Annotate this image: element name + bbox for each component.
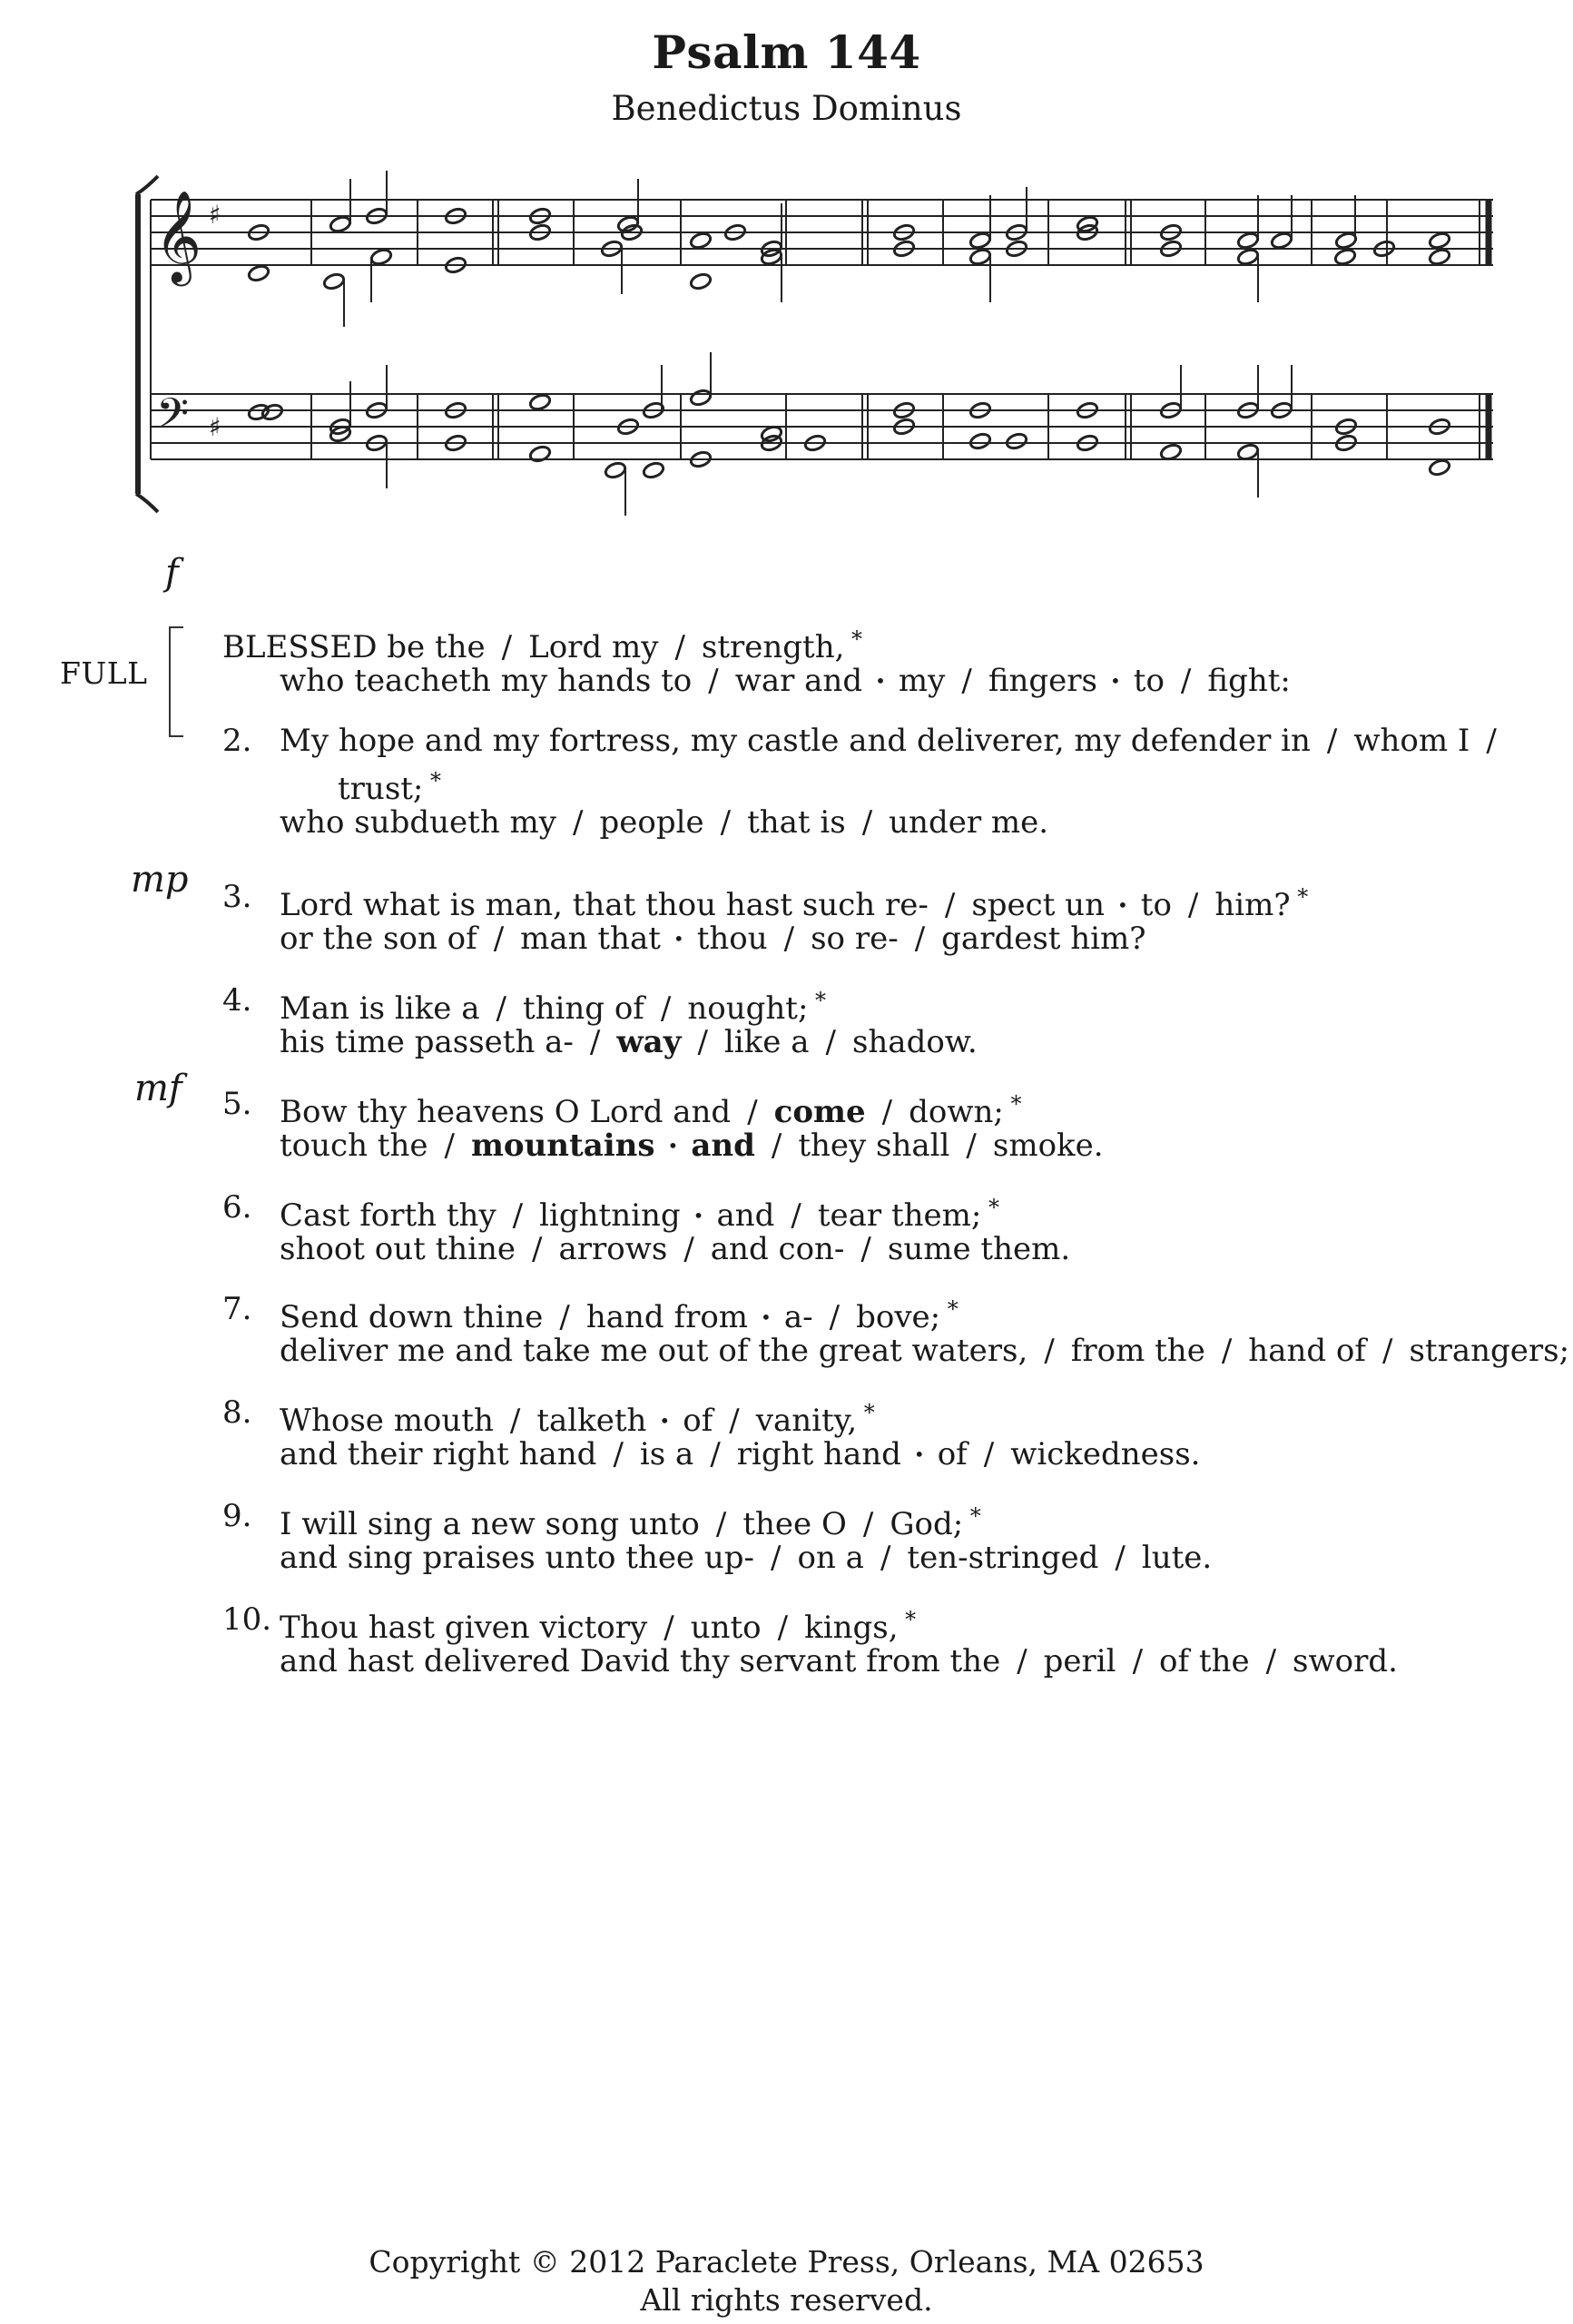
mediation-asterisk: *: [981, 1195, 999, 1220]
full-bracket: [169, 626, 183, 737]
pointing-slash: /: [1132, 1643, 1144, 1679]
mediation-asterisk: *: [1003, 1091, 1022, 1117]
verse-segment: My hope and my fortress, my castle and deliverer, my defender in: [280, 723, 1311, 759]
music-score: [118, 163, 1516, 545]
verse-segment: Whose mouth: [280, 1403, 494, 1439]
verse-number: 4.: [222, 982, 252, 1019]
verse-segment: BLESSED be the: [222, 629, 486, 665]
pointing-dot: •: [913, 1443, 925, 1465]
verse-segment: Bow thy heavens O Lord and: [280, 1094, 732, 1130]
verse-segment: who teacheth my hands to: [280, 663, 693, 699]
verse-segment: and sing praises unto thee up-: [280, 1540, 755, 1576]
verse-segment: arrows: [558, 1231, 668, 1267]
mediation-asterisk: *: [963, 1503, 981, 1529]
verse-segment: lute.: [1141, 1540, 1213, 1576]
notehead: [689, 231, 712, 251]
pointing-slash: /: [1326, 723, 1338, 759]
pointing-slash: /: [683, 1231, 694, 1267]
verse-segment: hand of: [1248, 1333, 1366, 1369]
bass-clef: 𝄢: [156, 389, 190, 448]
verse-second-half: [280, 1229, 1070, 1269]
verse-segment: come: [773, 1094, 866, 1130]
verse-segment: peril: [1043, 1643, 1116, 1679]
notehead: [1428, 248, 1450, 267]
mediation-asterisk: *: [808, 988, 827, 1013]
treble-key-sharp: ♯: [209, 200, 221, 230]
pointing-dot: •: [1116, 894, 1128, 916]
mediation-asterisk: *: [1290, 884, 1309, 910]
pointing-slash: /: [664, 1610, 674, 1646]
verse-segment: talketh: [536, 1403, 647, 1439]
pointing-slash: /: [589, 1024, 601, 1060]
notehead: [528, 445, 551, 464]
pointing-slash: /: [771, 1540, 782, 1576]
notehead: [322, 272, 345, 291]
verse-segment: him?: [1214, 887, 1291, 923]
verse-segment: who subdueth my: [280, 804, 556, 841]
pointing-slash: /: [1187, 887, 1199, 923]
pointing-slash: /: [559, 1299, 570, 1335]
verse-second-half: [280, 1434, 1200, 1474]
verse-segment: Lord what is man, that thou hast such re-: [280, 887, 929, 923]
verse-segment: his time passeth a-: [280, 1024, 574, 1060]
full-label: FULL: [60, 655, 148, 691]
verse-segment: right hand: [736, 1436, 901, 1472]
pointing-slash: /: [881, 1094, 893, 1130]
pointing-slash: /: [674, 629, 685, 665]
pointing-slash: /: [660, 990, 672, 1027]
pointing-slash: /: [697, 1024, 708, 1060]
verse-second-half: [280, 1538, 1212, 1578]
notehead: [968, 432, 991, 451]
verse-segment: vanity,: [755, 1403, 858, 1439]
verse-segment: people: [599, 804, 704, 841]
pointing-slash: /: [771, 1128, 782, 1164]
verse-second-half: [280, 803, 1048, 842]
verse-segment: to: [1140, 887, 1172, 923]
pointing-slash: /: [777, 1610, 789, 1646]
verse-number: 5.: [222, 1086, 252, 1122]
pointing-slash: /: [509, 1403, 521, 1439]
verse-segment: way: [616, 1024, 682, 1060]
pointing-slash: /: [944, 887, 956, 923]
verse-number: 3.: [222, 879, 252, 915]
verse-segment: on a: [797, 1540, 864, 1576]
verse-segment: that is: [747, 804, 846, 841]
pointing-slash: /: [791, 1197, 801, 1234]
notehead: [968, 231, 991, 251]
verse-segment: is a: [639, 1436, 694, 1472]
verse-second-half: [280, 1126, 1104, 1166]
verse-segment: to: [1133, 663, 1165, 699]
verse-number: 8.: [222, 1394, 252, 1431]
pointing-dot: •: [693, 1205, 704, 1226]
notehead: [1236, 231, 1259, 251]
pointing-slash: /: [914, 921, 926, 957]
verse-segment: mountains: [470, 1128, 655, 1164]
pointing-dot: •: [761, 1306, 772, 1328]
pointing-dot: •: [875, 670, 886, 692]
verse-segment: a-: [783, 1299, 813, 1335]
pointing-slash: /: [1017, 1643, 1027, 1679]
pointing-slash: /: [825, 1024, 836, 1060]
notehead: [369, 248, 392, 267]
pointing-slash: /: [720, 804, 732, 841]
notehead: [1333, 248, 1356, 267]
pointing-slash: /: [1221, 1333, 1233, 1369]
notehead: [528, 393, 551, 412]
verse-segment: Cast forth thy: [280, 1197, 496, 1234]
notehead: [689, 272, 712, 291]
mediation-asterisk: *: [940, 1296, 959, 1322]
pointing-slash: /: [880, 1540, 891, 1576]
verse-segment: ten-stringed: [907, 1540, 1099, 1576]
verse-second-half: [280, 661, 1291, 701]
verse-segment: so re-: [811, 921, 899, 957]
verse-segment: Lord my: [528, 629, 659, 665]
notehead: [1005, 432, 1027, 451]
page-title: Psalm 144: [652, 25, 921, 79]
verse-number: 9.: [222, 1498, 252, 1534]
verse-segment: of the: [1159, 1643, 1250, 1679]
verse-segment: strength,: [701, 629, 845, 665]
verse-second-half: [280, 1331, 1569, 1371]
pointing-slash: /: [1044, 1333, 1055, 1369]
verse-segment: I will sing a new song unto: [280, 1506, 700, 1542]
verse-segment: like a: [723, 1024, 810, 1060]
verse-segment: fingers: [988, 663, 1097, 699]
pointing-slash: /: [613, 1436, 624, 1472]
pointing-slash: /: [501, 629, 513, 665]
verse-segment: touch the: [280, 1128, 428, 1164]
mediation-asterisk: *: [423, 768, 442, 793]
treble-clef: 𝄞: [154, 189, 202, 282]
pointing-slash: /: [708, 663, 719, 699]
copyright-line: Copyright © 2012 Paraclete Press, Orleans, MA 02653: [369, 2244, 1204, 2280]
notehead: [1334, 231, 1357, 251]
verse-segment: Send down thine: [280, 1299, 544, 1335]
verse-segment: my: [898, 663, 946, 699]
verse-segment: tear them;: [817, 1197, 982, 1234]
notehead: [616, 215, 639, 234]
verse-segment: thou: [696, 921, 768, 957]
mediation-asterisk: *: [857, 1400, 875, 1425]
verse-segment: and con-: [710, 1231, 845, 1267]
rights-line: All rights reserved.: [640, 2282, 933, 2318]
verse-segment: smoke.: [992, 1128, 1104, 1164]
verse-segment: God;: [890, 1506, 964, 1542]
verse-segment: Thou hast given victory: [280, 1610, 648, 1646]
verse-segment: Man is like a: [280, 990, 480, 1027]
pointing-slash: /: [512, 1197, 524, 1234]
notehead: [1270, 231, 1293, 251]
pointing-slash: /: [532, 1231, 543, 1267]
verse-segment: whom I: [1353, 723, 1470, 759]
dynamic-mezzo-forte: mf: [134, 1068, 182, 1109]
pointing-slash: /: [444, 1128, 455, 1164]
verse-segment: and: [691, 1128, 755, 1164]
pointing-slash: /: [573, 804, 584, 841]
verse-segment: hand from: [585, 1299, 749, 1335]
note-stems: [344, 171, 1355, 516]
pointing-dot: •: [659, 1410, 671, 1432]
pointing-slash: /: [1265, 1643, 1277, 1679]
verse-segment: shadow.: [851, 1024, 978, 1060]
verse-segment: wickedness.: [1010, 1436, 1201, 1472]
notehead: [968, 248, 991, 267]
pointing-slash: /: [862, 1506, 874, 1542]
verse-segment: and: [716, 1197, 775, 1234]
pointing-slash: /: [710, 1436, 721, 1472]
notehead: [1428, 458, 1450, 478]
verse-segment: they shall: [798, 1128, 950, 1164]
verse-segment: man that: [520, 921, 661, 957]
pointing-slash: /: [1382, 1333, 1393, 1369]
verse-number: 2.: [222, 723, 252, 759]
pointing-slash: /: [783, 921, 795, 957]
verse-segment: kings,: [804, 1610, 899, 1646]
notehead: [1428, 231, 1450, 251]
verse-segment: deliver me and take me out of the great waters,: [280, 1333, 1028, 1369]
pointing-slash: /: [1180, 663, 1192, 699]
verse-segment: unto: [690, 1610, 762, 1646]
notehead: [329, 215, 351, 234]
pointing-slash: /: [496, 990, 506, 1027]
verse-segment: lightning: [539, 1197, 681, 1234]
notehead: [760, 248, 782, 267]
verse-segment: and hast delivered David thy servant from the: [280, 1643, 1001, 1679]
pointing-slash: /: [715, 1506, 727, 1542]
verse-segment: thing of: [522, 990, 644, 1027]
pointing-slash: /: [966, 1128, 977, 1164]
dynamic-mezzo-piano: mp: [131, 859, 189, 901]
verse-segment: down;: [909, 1094, 1004, 1130]
pointing-slash: /: [493, 921, 505, 957]
mediation-asterisk: *: [898, 1607, 917, 1632]
system-bracket-bottom: [136, 494, 158, 512]
bass-key-sharp: ♯: [209, 412, 221, 442]
verse-segment: and their right hand: [280, 1436, 597, 1472]
notehead: [604, 461, 626, 480]
verse-number: 7.: [222, 1291, 252, 1327]
notehead: [689, 389, 712, 408]
noteheads: [247, 207, 1450, 480]
verse-segment: spect un: [971, 887, 1105, 923]
verse-second-half: [280, 1641, 1398, 1681]
verse-second-half: [280, 919, 1146, 959]
page-subtitle: Benedictus Dominus: [611, 89, 962, 128]
notehead: [1236, 248, 1259, 267]
verse-segment: or the son of: [280, 921, 477, 957]
verse-segment: gardest him?: [941, 921, 1146, 957]
verse-segment: trust;: [338, 771, 424, 807]
pointing-dot: •: [1109, 670, 1121, 692]
pointing-dot: •: [667, 1135, 679, 1157]
verse-segment: sword.: [1293, 1643, 1398, 1679]
verse-second-half: [280, 1022, 978, 1062]
pointing-dot: •: [673, 928, 684, 950]
dynamic-forte: f: [165, 552, 179, 594]
verse-segment: fight:: [1207, 663, 1291, 699]
pointing-slash: /: [861, 804, 873, 841]
verse-segment: of: [683, 1403, 713, 1439]
verse-segment: thee O: [742, 1506, 847, 1542]
pointing-slash: /: [747, 1094, 758, 1130]
verse-segment: under me.: [889, 804, 1049, 841]
pointing-slash: /: [1486, 723, 1497, 759]
pointing-slash: /: [860, 1231, 871, 1267]
verse-segment: shoot out thine: [280, 1231, 516, 1267]
mediation-asterisk: *: [844, 626, 863, 652]
pointing-slash: /: [729, 1403, 740, 1439]
verse-segment: nought;: [687, 990, 809, 1027]
pointing-slash: /: [1115, 1540, 1126, 1576]
verse-segment: war and: [734, 663, 863, 699]
verse-number: 6.: [222, 1189, 252, 1226]
notehead: [247, 264, 270, 283]
barlines: [151, 200, 1489, 459]
verse-segment: from the: [1070, 1333, 1205, 1369]
verse-segment: of: [937, 1436, 968, 1472]
pointing-slash: /: [829, 1299, 841, 1335]
verse-segment: bove;: [856, 1299, 941, 1335]
verse-segment: strangers;: [1409, 1333, 1570, 1369]
verse-first-half: [280, 721, 1513, 761]
notehead: [642, 461, 664, 480]
pointing-slash: /: [961, 663, 972, 699]
verse-number: 10.: [222, 1601, 272, 1638]
verse-segment: sume them.: [887, 1231, 1071, 1267]
pointing-slash: /: [983, 1436, 995, 1472]
